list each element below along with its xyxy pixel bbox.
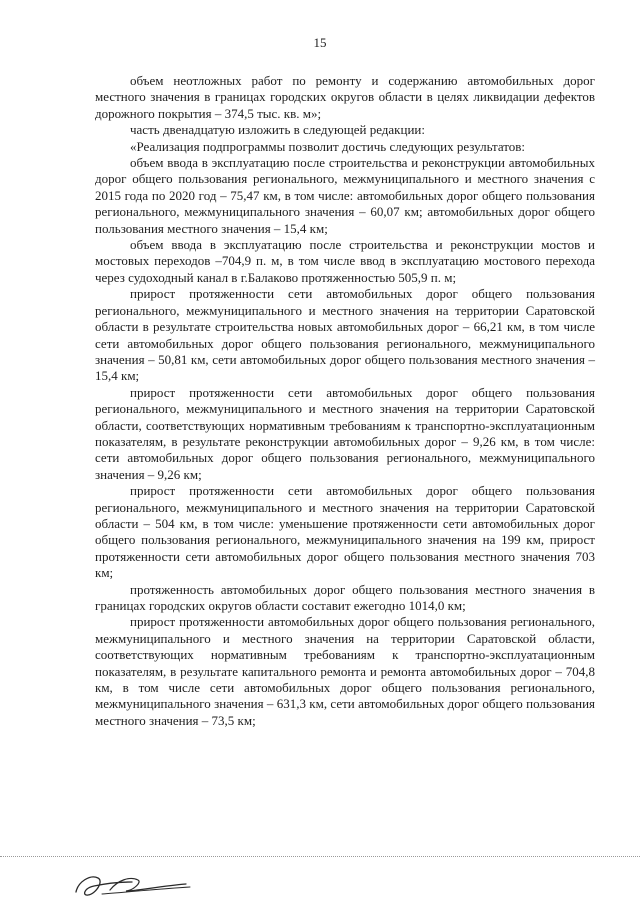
body-text bbox=[95, 73, 595, 729]
paragraph: прирост протяженности автомобильных дорог общего пользования регионального, межмуниципального и местного значения на территории Саратовской области, соответствующих нормативным требованиям к транспортно-эксплуатационным показателям, в результате капитального ремонта и ремонта автомобильных дорог – 704,8 км, в том числе сети автомобильных дорог общего пользования регионального, межмуниципального значения – 631,3 км, сети автомобильных дорог общего пользования местного значения – 73,5 км; bbox=[95, 614, 595, 728]
paragraph: прирост протяженности сети автомобильных дорог общего пользования регионального, межмуниципального и местного значения на территории Саратовской области в результате строительства новых автомобильных дорог – 66,21 км, в том числе сети автомобильных дорог общего пользования регионального, межмуниципального значения – 50,81 км, сети автомобильных дорог общего пользования местного значения – 15,4 км; bbox=[95, 286, 595, 384]
paragraph: «Реализация подпрограммы позволит достичь следующих результатов: bbox=[130, 138, 526, 154]
paragraph: прирост протяженности сети автомобильных дорог общего пользования регионального, межмуниципального и местного значения на территории Саратовской области – 504 км, в том числе: уменьшение протяженности сети автомобильных дорог общего пользования регионального, межмуниципального значения на 199 км, прирост протяженности сети автомобильных дорог общего пользования местного значения 703 км; bbox=[95, 483, 595, 581]
paragraph: объем ввода в эксплуатацию после строительства и реконструкции автомобильных дорог общего пользования регионального, межмуниципального и местного значения с 2015 года по 2020 год – 75,47 км, в том числе: автомобильных дорог общего пользования регионального, межмуниципального значения – 60,07 км; автомобильных дорог общего пользования местного значения – 15,4 км; bbox=[95, 155, 595, 236]
page-number: 15 bbox=[313, 35, 327, 50]
paragraph: объем ввода в эксплуатацию после строительства и реконструкции мостов и мостовых переходов –704,9 п. м, в том числе ввод в эксплуатацию мостового перехода через судоходный канал в г.Балаково протяженностью 505,9 п. м; bbox=[95, 237, 595, 285]
paragraph: объем неотложных работ по ремонту и содержанию автомобильных дорог местного значения в границах городских округов области в целях ликвидации дефектов дорожного покрытия – 374,5 тыс. кв. м»; bbox=[95, 73, 595, 121]
handwritten-signature bbox=[68, 864, 198, 904]
paragraph: часть двенадцатую изложить в следующей редакции: bbox=[130, 122, 425, 138]
paragraph: протяженность автомобильных дорог общего пользования местного значения в границах городских округов области составит ежегодно 1014,0 км; bbox=[95, 581, 595, 613]
paragraph: прирост протяженности сети автомобильных дорог общего пользования регионального, межмуниципального и местного значения на территории Саратовской области, соответствующих нормативным требованиям к транспортно-эксплуатационным показателям, в результате реконструкции автомобильных дорог – 9,26 км, в том числе: сети автомобильных дорог общего пользования регионального, межмуниципального значения – 9,26 км; bbox=[95, 384, 595, 482]
footer-divider bbox=[0, 856, 640, 857]
